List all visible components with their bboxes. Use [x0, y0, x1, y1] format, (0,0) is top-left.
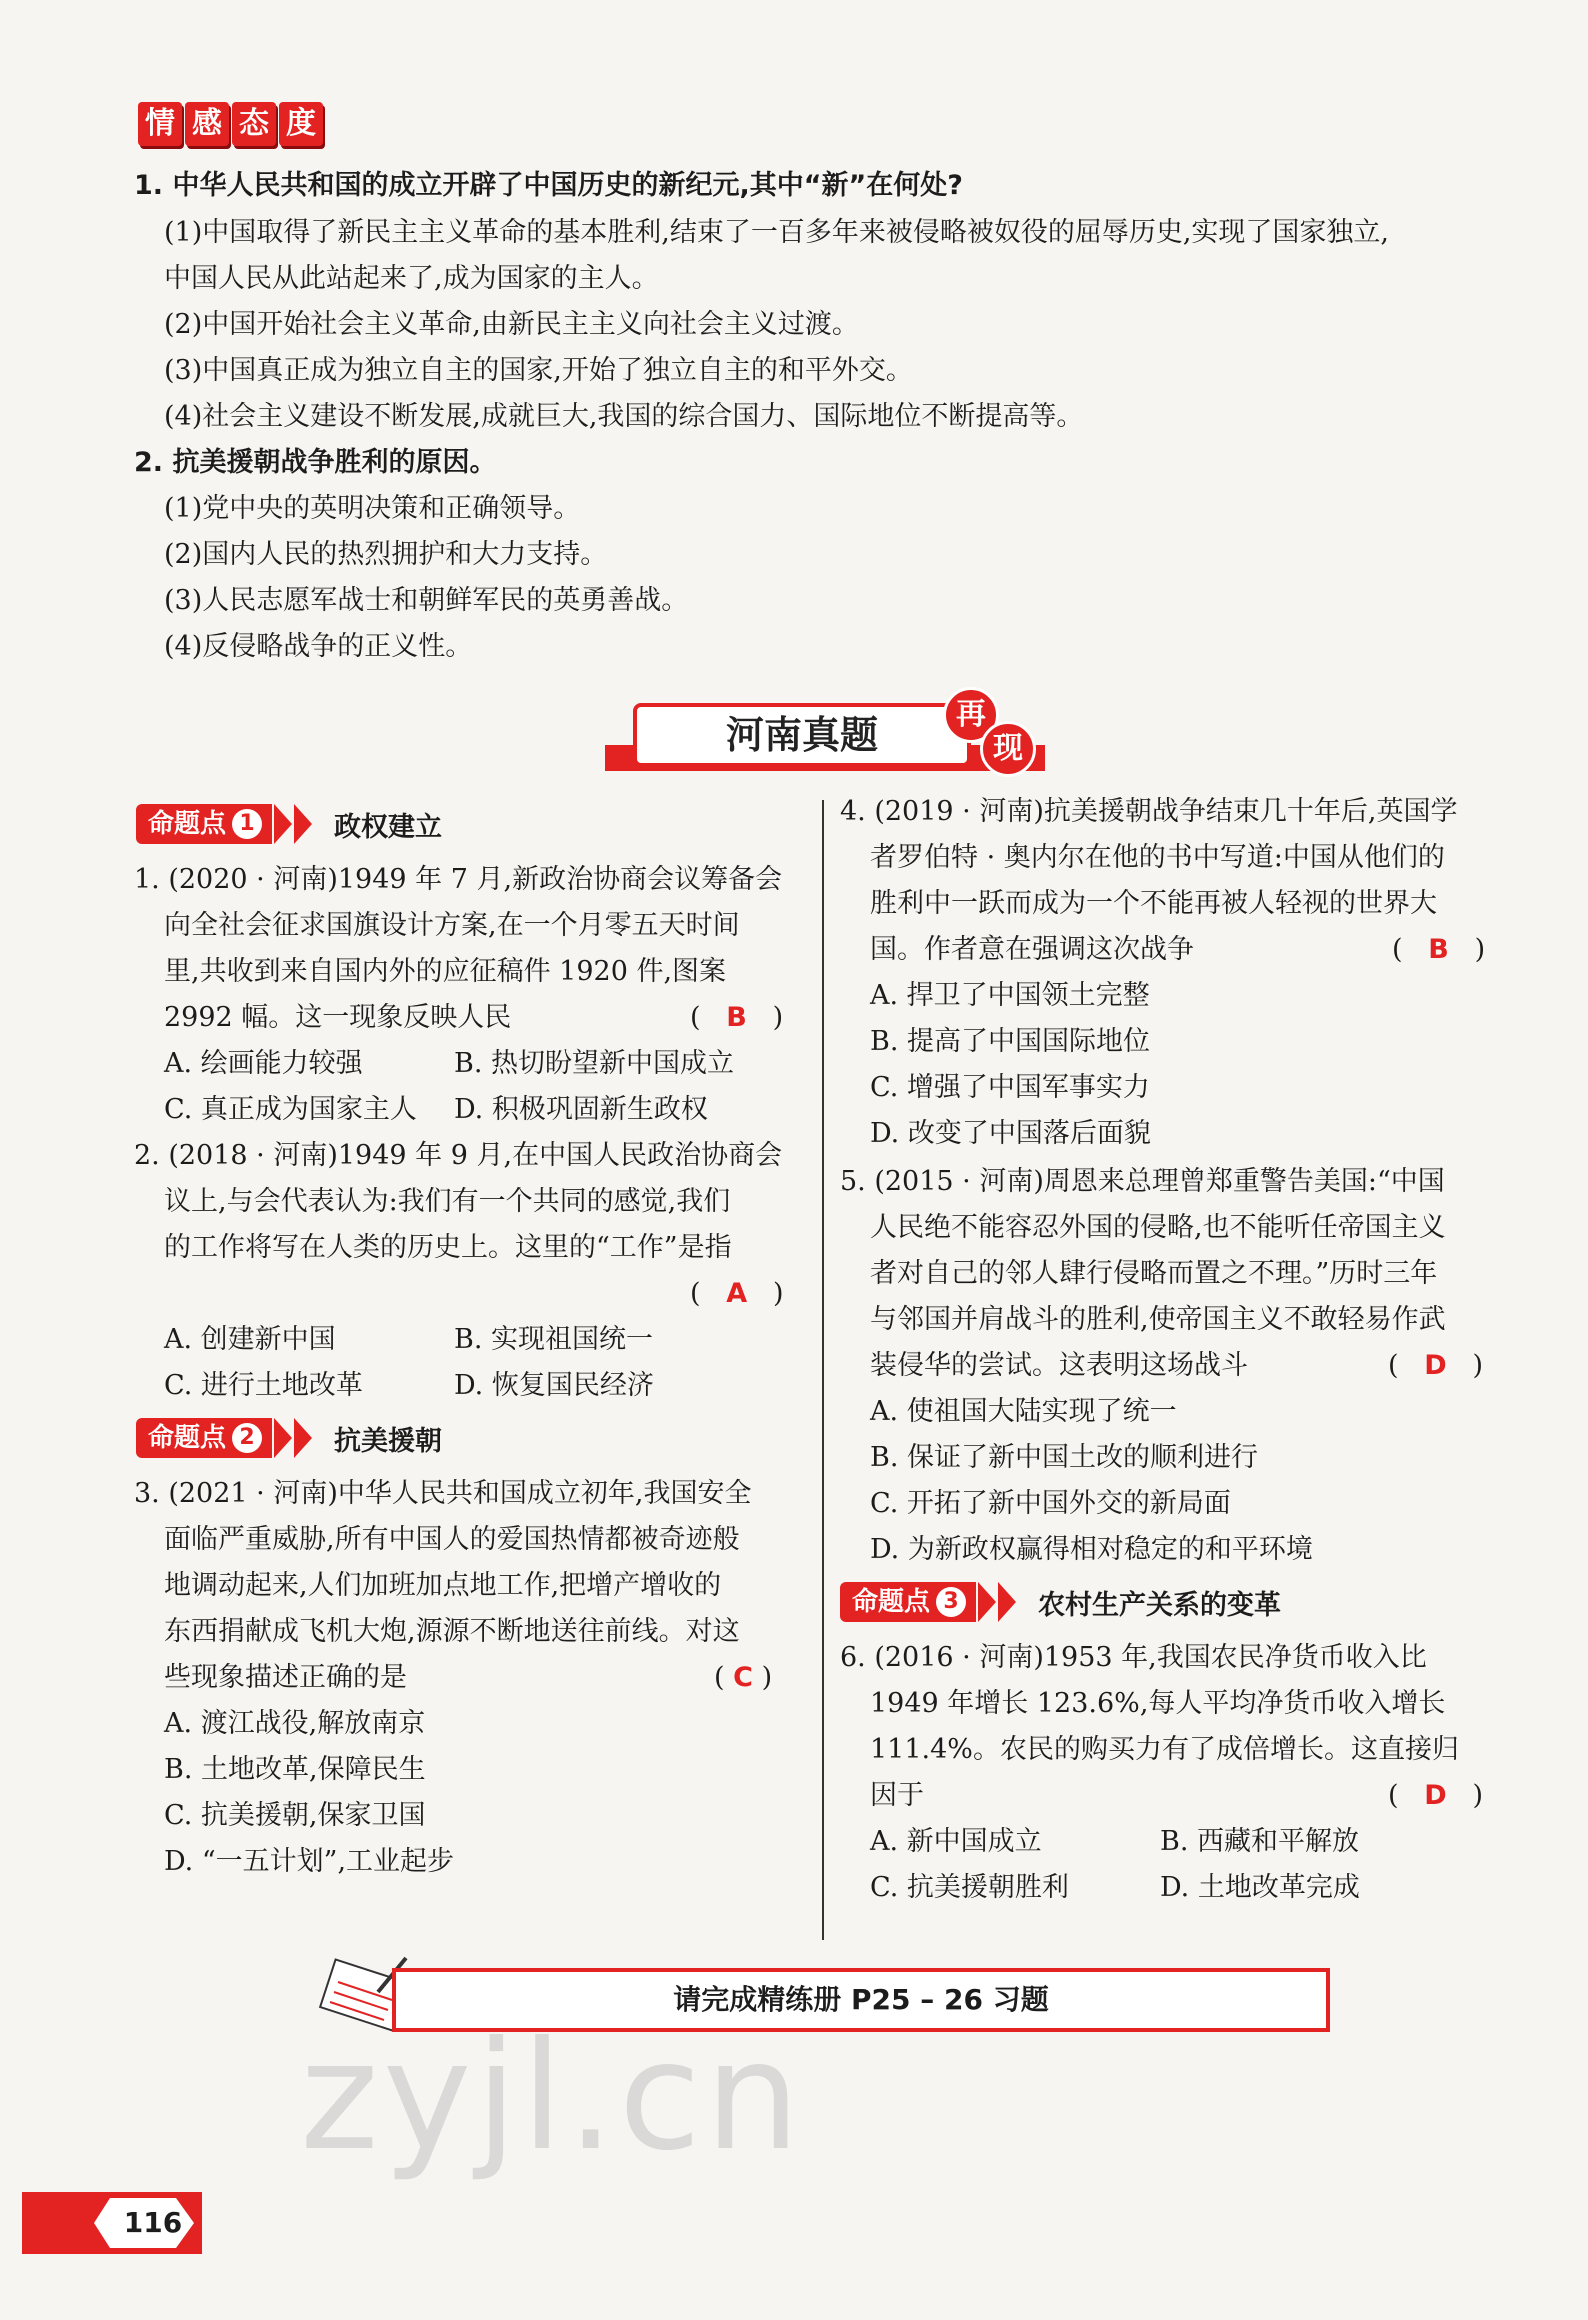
question-line: 者对自己的邻人肆行侵略而置之不理。”历时三年 — [870, 1258, 1438, 1289]
question-line: 3. (2021 · 河南)中华人民共和国成立初年,我国安全 — [134, 1478, 752, 1509]
option: B. 热切盼望新中国成立 — [454, 1048, 735, 1079]
emotion-item: (2)中国开始社会主义革命,由新民主主义向社会主义过渡。 — [164, 309, 859, 340]
question-line: 4. (2019 · 河南)抗美援朝战争结束几十年后,英国学 — [840, 796, 1458, 827]
option: D. 土地改革完成 — [1160, 1872, 1360, 1903]
question-line: 因于 — [870, 1780, 924, 1811]
emotion-question-1: 1. 中华人民共和国的成立开辟了中国历史的新纪元,其中“新”在何处? — [134, 170, 963, 201]
option: B. 西藏和平解放 — [1160, 1826, 1360, 1857]
option: C. 开拓了新中国外交的新局面 — [870, 1488, 1231, 1519]
question-line: 地调动起来,人们加班加点地工作,把增产增收的 — [164, 1570, 722, 1601]
question-line: 的工作将写在人类的历史上。这里的“工作”是指 — [164, 1232, 732, 1263]
banner-title: 河南真题 — [633, 703, 971, 767]
question-line: 东西捐献成飞机大炮,源源不断地送往前线。对这 — [164, 1616, 740, 1647]
watermark: zyjl.cn — [300, 2010, 805, 2184]
question-line: 胜利中一跃而成为一个不能再被人轻视的世界大 — [870, 888, 1437, 919]
arrow-icon — [294, 1418, 312, 1458]
column-divider — [822, 800, 824, 1940]
arrow-icon — [294, 804, 312, 844]
option: B. 提高了中国国际地位 — [870, 1026, 1151, 1057]
banner-circle-char: 再 — [943, 687, 999, 743]
option: C. 抗美援朝胜利 — [870, 1872, 1069, 1903]
topic-number: 3 — [936, 1587, 966, 1617]
emotion-item: (4)社会主义建设不断发展,成就巨大,我国的综合国力、国际地位不断提高等。 — [164, 401, 1084, 432]
topic-pill-3 — [840, 1582, 1281, 1622]
topic-pill-1 — [136, 804, 442, 844]
question-line: 者罗伯特 · 奥内尔在他的书中写道:中国从他们的 — [870, 842, 1445, 873]
question-line: 111.4%。农民的购买力有了成倍增长。这直接归 — [870, 1734, 1459, 1765]
emotion-question-2: 2. 抗美援朝战争胜利的原因。 — [134, 447, 497, 478]
answer-bracket: ( A ) — [690, 1278, 784, 1309]
option: A. 渡江战役,解放南京 — [164, 1708, 426, 1739]
answer-letter: A — [726, 1278, 748, 1309]
question-line: 6. (2016 · 河南)1953 年,我国农民净货币收入比 — [840, 1642, 1427, 1673]
topic-label: 命题点 — [852, 1587, 931, 1617]
option: A. 新中国成立 — [870, 1826, 1042, 1857]
option: C. 真正成为国家主人 — [164, 1094, 417, 1125]
banner-circle-char: 现 — [980, 721, 1036, 777]
emotion-item: (2)国内人民的热烈拥护和大力支持。 — [164, 539, 608, 570]
option: A. 捍卫了中国领土完整 — [870, 980, 1150, 1011]
option: A. 使祖国大陆实现了统一 — [870, 1396, 1177, 1427]
answer-bracket: ( D ) — [1388, 1780, 1484, 1811]
tag-char: 情 — [138, 102, 182, 146]
topic-number: 1 — [232, 809, 262, 839]
topic-number: 2 — [232, 1423, 262, 1453]
question-line: 与邻国并肩战斗的胜利,使帝国主义不敢轻易作武 — [870, 1304, 1446, 1335]
option: A. 创建新中国 — [164, 1324, 336, 1355]
emotion-item: (1)中国取得了新民主主义革命的基本胜利,结束了一百多年来被侵略被奴役的屈辱历史,实现了国家独立, — [164, 217, 1389, 248]
question-line: 面临严重威胁,所有中国人的爱国热情都被奇迹般 — [164, 1524, 740, 1555]
answer-letter: D — [1424, 1350, 1447, 1381]
emotion-item: (1)党中央的英明决策和正确领导。 — [164, 493, 581, 524]
option: D. 改变了中国落后面貌 — [870, 1118, 1151, 1149]
emotion-item: (4)反侵略战争的正义性。 — [164, 631, 473, 662]
question-line: 议上,与会代表认为:我们有一个共同的感觉,我们 — [164, 1186, 731, 1217]
topic-label: 命题点 — [148, 1423, 227, 1453]
question-line: 2992 幅。这一现象反映人民 — [164, 1002, 512, 1033]
question-line: 2. (2018 · 河南)1949 年 9 月,在中国人民政治协商会 — [134, 1140, 783, 1171]
option: D. 为新政权赢得相对稳定的和平环境 — [870, 1534, 1313, 1565]
option: C. 抗美援朝,保家卫国 — [164, 1800, 426, 1831]
emotion-item: (3)人民志愿军战士和朝鲜军民的英勇善战。 — [164, 585, 689, 616]
topic-title: 政权建立 — [334, 811, 443, 843]
question-line: 国。作者意在强调这次战争 — [870, 934, 1194, 965]
option: D. 恢复国民经济 — [454, 1370, 654, 1401]
question-line: 向全社会征求国旗设计方案,在一个月零五天时间 — [164, 910, 740, 941]
answer-bracket: ( C ) — [714, 1662, 773, 1693]
tag-char: 感 — [185, 102, 229, 146]
emotion-item: (3)中国真正成为独立自主的国家,开始了独立自主的和平外交。 — [164, 355, 913, 386]
question-line: 装侵华的尝试。这表明这场战斗 — [870, 1350, 1248, 1381]
option: B. 土地改革,保障民生 — [164, 1754, 426, 1785]
answer-letter: B — [1428, 934, 1449, 965]
question-line: 1949 年增长 123.6%,每人平均净货币收入增长 — [870, 1688, 1446, 1719]
page-number: 116 — [123, 2206, 183, 2239]
arrow-icon — [274, 1418, 292, 1458]
option: D. 积极巩固新生政权 — [454, 1094, 708, 1125]
option: A. 绘画能力较强 — [164, 1048, 363, 1079]
topic-pill-2 — [136, 1418, 442, 1458]
answer-bracket: ( D ) — [1388, 1350, 1484, 1381]
section-tag-emotion — [138, 102, 326, 152]
arrow-icon — [998, 1582, 1016, 1622]
answer-letter: B — [726, 1002, 747, 1033]
answer-bracket: ( B ) — [690, 1002, 784, 1033]
answer-bracket: ( B ) — [1392, 934, 1486, 965]
section-banner — [605, 695, 1045, 777]
topic-title: 抗美援朝 — [334, 1425, 443, 1457]
emotion-item: 中国人民从此站起来了,成为国家的主人。 — [164, 263, 659, 294]
topic-title: 农村生产关系的变革 — [1038, 1589, 1282, 1621]
option: C. 进行土地改革 — [164, 1370, 363, 1401]
question-line: 5. (2015 · 河南)周恩来总理曾郑重警告美国:“中国 — [840, 1166, 1445, 1197]
topic-label: 命题点 — [148, 809, 227, 839]
arrow-icon — [274, 804, 292, 844]
footer-exercise-bar: 请完成精练册 P25 – 26 习题 — [392, 1968, 1330, 2032]
arrow-icon — [978, 1582, 996, 1622]
option: C. 增强了中国军事实力 — [870, 1072, 1150, 1103]
question-line: 些现象描述正确的是 — [164, 1662, 407, 1693]
option: B. 实现祖国统一 — [454, 1324, 654, 1355]
question-line: 里,共收到来自国内外的应征稿件 1920 件,图案 — [164, 956, 727, 987]
tag-char: 度 — [279, 102, 323, 146]
question-line: 人民绝不能容忍外国的侵略,也不能听任帝国主义 — [870, 1212, 1446, 1243]
option: B. 保证了新中国土改的顺利进行 — [870, 1442, 1259, 1473]
option: D. “一五计划”,工业起步 — [164, 1846, 455, 1877]
question-line: 1. (2020 · 河南)1949 年 7 月,新政治协商会议筹备会 — [134, 864, 783, 895]
answer-letter: C — [733, 1662, 753, 1693]
tag-char: 态 — [232, 102, 276, 146]
answer-letter: D — [1424, 1780, 1447, 1811]
